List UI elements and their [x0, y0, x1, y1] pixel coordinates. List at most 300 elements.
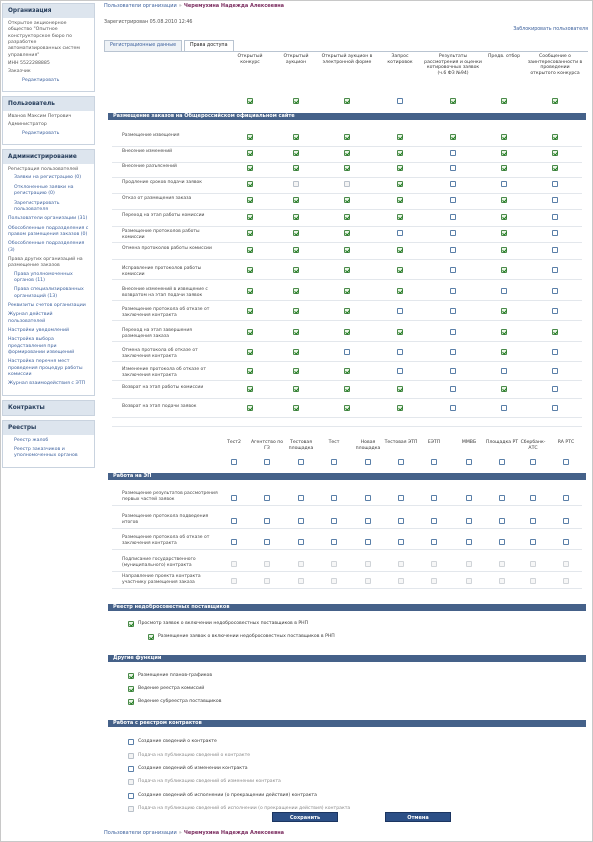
current-user-role: Администратор	[8, 122, 47, 128]
etp-row-label: Подписание государственного (муниципального) контракта	[122, 557, 196, 568]
official-row-checkbox[interactable]	[247, 368, 253, 374]
official-row-checkbox[interactable]	[552, 329, 558, 335]
etp-row-checkbox	[365, 561, 371, 567]
etp-row-checkbox	[563, 578, 569, 584]
official-row-checkbox[interactable]	[344, 308, 350, 314]
col-header-5: Результаты рассмотрения и оценки котировочных заявок (ч.6 ФЗ №94)	[424, 54, 482, 77]
admin-panel	[2, 149, 95, 396]
cancel-button[interactable]: Отмена	[385, 812, 451, 822]
etp-row-label: Размещение результатов рассмотрения первых частей заявок	[122, 491, 218, 502]
official-row-checkbox[interactable]	[344, 181, 350, 187]
breadcrumb-current: Черемухина Надежда Алексеевна	[183, 3, 285, 9]
etp-row-checkbox	[398, 578, 404, 584]
etp-col-header-2: Агентство по ГЗ	[250, 440, 284, 451]
official-row-checkbox[interactable]	[450, 165, 456, 171]
contract-registry-label: Создание сведений об изменении контракта	[138, 766, 248, 771]
other-function-label: Ведение субреестра поставщиков	[138, 699, 222, 704]
official-row-checkbox[interactable]	[397, 165, 403, 171]
official-row-checkbox[interactable]	[247, 329, 253, 335]
official-row-checkbox[interactable]	[344, 165, 350, 171]
official-row-checkbox[interactable]	[552, 308, 558, 314]
official-row-checkbox[interactable]	[501, 405, 507, 411]
etp-row-checkbox[interactable]	[466, 495, 472, 501]
official-row-checkbox[interactable]	[501, 134, 507, 140]
official-row-checkbox[interactable]	[293, 288, 299, 294]
official-row-checkbox[interactable]	[552, 214, 558, 220]
col-header-2: Открытый аукцион	[283, 54, 309, 65]
official-row-checkbox[interactable]	[293, 134, 299, 140]
etp-row-checkbox	[298, 561, 304, 567]
etp-row-checkbox[interactable]	[365, 495, 371, 501]
etp-col-header-7: ЕЭТП	[427, 440, 441, 445]
etp-row-checkbox	[431, 561, 437, 567]
official-row-checkbox[interactable]	[247, 405, 253, 411]
official-row-checkbox[interactable]	[397, 197, 403, 203]
official-row-checkbox[interactable]	[247, 230, 253, 236]
etp-row-checkbox	[466, 578, 472, 584]
official-row-label: Размещение протоколов работы комиссии	[122, 229, 200, 240]
official-row-checkbox[interactable]	[344, 134, 350, 140]
etp-col-select-all-11[interactable]	[563, 459, 569, 465]
official-row-checkbox[interactable]	[501, 165, 507, 171]
col-header-1: Открытый конкурс	[237, 54, 263, 65]
etp-row-checkbox[interactable]	[298, 539, 304, 545]
official-row-checkbox[interactable]	[397, 368, 403, 374]
official-row-checkbox[interactable]	[552, 349, 558, 355]
official-row-checkbox[interactable]	[397, 386, 403, 392]
rnp-post-label: Размещение заявок о включении недобросовестных поставщиков в РНП	[158, 634, 335, 639]
row-divider	[112, 226, 582, 227]
etp-col-select-all-6[interactable]	[398, 459, 404, 465]
official-row-checkbox[interactable]	[293, 165, 299, 171]
etp-row-checkbox	[231, 561, 237, 567]
etp-row-checkbox[interactable]	[530, 495, 536, 501]
official-row-checkbox[interactable]	[552, 288, 558, 294]
row-divider	[112, 417, 582, 418]
authorized-bodies-link[interactable]: Права уполномоченных органов (11)	[14, 271, 73, 283]
etp-row-checkbox[interactable]	[331, 495, 337, 501]
contracts-title[interactable]: Контракты	[3, 401, 94, 415]
other-function-checkbox[interactable]	[128, 673, 134, 679]
etp-col-select-all-4[interactable]	[331, 459, 337, 465]
organization-inn: ИНН 5522288885	[8, 61, 50, 67]
official-row-label: Внесение изменений в извещение с возвратом на этап подачи заявок	[122, 287, 208, 298]
official-row-checkbox[interactable]	[450, 230, 456, 236]
complaints-registry-link[interactable]: Реестр жалоб	[14, 437, 49, 443]
row-divider	[112, 528, 582, 529]
col-select-all-5[interactable]	[450, 98, 456, 104]
official-row-checkbox[interactable]	[501, 288, 507, 294]
official-row-checkbox[interactable]	[293, 181, 299, 187]
official-row-checkbox[interactable]	[293, 329, 299, 335]
etp-row-label: Направление проекта контракта участнику размещения заказа	[122, 574, 201, 585]
col-select-all-6[interactable]	[501, 98, 507, 104]
rejected-requests-link[interactable]: Отклоненные заявки на регистрацию (0)	[14, 184, 74, 197]
official-row-checkbox[interactable]	[552, 386, 558, 392]
official-row-checkbox[interactable]	[552, 197, 558, 203]
official-row-checkbox[interactable]	[344, 267, 350, 273]
etp-row-checkbox[interactable]	[530, 539, 536, 545]
official-row-checkbox[interactable]	[501, 230, 507, 236]
official-row-checkbox[interactable]	[450, 214, 456, 220]
organization-role: Заказчик	[8, 69, 31, 75]
official-row-checkbox[interactable]	[247, 386, 253, 392]
official-row-checkbox[interactable]	[247, 214, 253, 220]
section-other-functions: Другие функции	[108, 655, 586, 662]
official-row-checkbox[interactable]	[344, 197, 350, 203]
contract-registry-checkbox[interactable]	[128, 766, 134, 772]
official-row-checkbox[interactable]	[501, 368, 507, 374]
row-divider	[112, 279, 582, 280]
row-divider	[112, 162, 582, 163]
official-row-checkbox[interactable]	[247, 247, 253, 253]
etp-row-checkbox	[499, 578, 505, 584]
etp-row-checkbox	[331, 578, 337, 584]
etp-col-select-all-9[interactable]	[499, 459, 505, 465]
contract-registry-checkbox[interactable]	[128, 753, 134, 759]
official-row-checkbox[interactable]	[397, 308, 403, 314]
breadcrumb-bottom-link[interactable]: Пользователи организации	[104, 830, 177, 836]
row-divider	[112, 361, 582, 362]
main-content	[104, 3, 588, 821]
row-divider	[112, 300, 582, 301]
row-divider	[112, 588, 582, 589]
official-row-checkbox[interactable]	[293, 197, 299, 203]
user-title: Пользователь	[3, 97, 94, 111]
etp-row-checkbox[interactable]	[264, 518, 270, 524]
official-row-checkbox[interactable]	[397, 214, 403, 220]
contract-registry-label: Подача на публикацию сведений о контракте	[138, 753, 251, 758]
etp-row-checkbox[interactable]	[398, 518, 404, 524]
official-row-checkbox[interactable]	[501, 386, 507, 392]
etp-col-header-4: Тест	[328, 440, 340, 445]
official-row-checkbox[interactable]	[552, 150, 558, 156]
official-row-checkbox[interactable]	[293, 230, 299, 236]
official-row-checkbox[interactable]	[450, 405, 456, 411]
register-user-link[interactable]: Зарегистрировать пользователя	[14, 200, 60, 212]
sidebar	[2, 3, 95, 472]
official-row-checkbox[interactable]	[293, 386, 299, 392]
official-row-checkbox[interactable]	[397, 134, 403, 140]
etp-row-checkbox[interactable]	[466, 518, 472, 524]
official-row-checkbox[interactable]	[450, 329, 456, 335]
other-function-checkbox[interactable]	[128, 686, 134, 692]
official-row-checkbox[interactable]	[552, 181, 558, 187]
official-row-checkbox[interactable]	[450, 349, 456, 355]
etp-col-select-all-10[interactable]	[530, 459, 536, 465]
breadcrumb-bottom-current: Черемухина Надежда Алексеевна	[183, 830, 285, 836]
official-row-checkbox[interactable]	[293, 150, 299, 156]
etp-row-checkbox[interactable]	[563, 495, 569, 501]
organization-panel	[2, 3, 95, 92]
official-row-checkbox[interactable]	[501, 150, 507, 156]
contracts-panel[interactable]	[2, 400, 95, 416]
official-row-checkbox[interactable]	[450, 267, 456, 273]
official-row-checkbox[interactable]	[247, 181, 253, 187]
official-row-checkbox[interactable]	[501, 267, 507, 273]
other-function-checkbox[interactable]	[128, 699, 134, 705]
col-select-all-4[interactable]	[397, 98, 403, 104]
etp-col-select-all-1[interactable]	[231, 459, 237, 465]
etp-col-select-all-5[interactable]	[365, 459, 371, 465]
official-row-checkbox[interactable]	[450, 368, 456, 374]
official-row-checkbox[interactable]	[293, 214, 299, 220]
col-header-4: Запрос котировок	[387, 54, 413, 65]
contract-registry-label: Создание сведений о контракте	[138, 739, 217, 744]
specialized-orgs-link[interactable]: Права специализированных организаций (13)	[14, 287, 84, 299]
official-row-checkbox[interactable]	[293, 405, 299, 411]
official-row-checkbox[interactable]	[501, 197, 507, 203]
official-row-checkbox[interactable]	[293, 267, 299, 273]
etp-row-checkbox[interactable]	[398, 495, 404, 501]
official-row-checkbox[interactable]	[293, 308, 299, 314]
notifications-link[interactable]: Настройки уведомлений	[8, 328, 70, 333]
block-user-link[interactable]: Заблокировать пользователя	[513, 27, 588, 32]
breadcrumb-bottom-separator: »	[178, 830, 182, 836]
accounts-link[interactable]: Реквизиты счетов организации	[8, 302, 86, 308]
breadcrumb-link[interactable]: Пользователи организации	[104, 3, 177, 9]
official-row-checkbox[interactable]	[501, 308, 507, 314]
etp-row-checkbox[interactable]	[499, 539, 505, 545]
etp-row-checkbox[interactable]	[298, 518, 304, 524]
official-row-checkbox[interactable]	[450, 181, 456, 187]
official-row-checkbox[interactable]	[397, 329, 403, 335]
registries-title: Реестры	[3, 421, 94, 435]
tab-access-rights[interactable]: Права доступа	[184, 40, 233, 52]
official-row-checkbox[interactable]	[344, 288, 350, 294]
etp-row-checkbox[interactable]	[264, 539, 270, 545]
current-user-name: Иванов Максим Петрович	[8, 114, 72, 120]
etp-col-select-all-2[interactable]	[264, 459, 270, 465]
etp-row-checkbox[interactable]	[499, 518, 505, 524]
etp-row-checkbox[interactable]	[231, 518, 237, 524]
etp-row-checkbox	[365, 578, 371, 584]
save-button[interactable]: Сохранить	[272, 812, 338, 822]
etp-row-checkbox	[331, 561, 337, 567]
journal-link[interactable]: Журнал действий пользователей	[8, 312, 53, 324]
contract-registry-checkbox[interactable]	[128, 806, 134, 812]
etp-row-checkbox[interactable]	[499, 495, 505, 501]
separate-units-rights-link[interactable]: Обособленные подразделения с правом размещения заказов (0)	[8, 225, 89, 237]
official-row-checkbox[interactable]	[501, 329, 507, 335]
official-row-label: Отмена протокола об отказе от заключения контракта	[122, 348, 198, 359]
etp-row-checkbox[interactable]	[264, 495, 270, 501]
official-row-checkbox[interactable]	[344, 349, 350, 355]
edit-user-link[interactable]: Редактировать	[22, 130, 60, 136]
etp-row-checkbox[interactable]	[231, 539, 237, 545]
etp-row-checkbox[interactable]	[431, 518, 437, 524]
official-row-checkbox[interactable]	[450, 308, 456, 314]
tab-divider	[104, 51, 588, 52]
tabs	[104, 40, 236, 51]
official-row-checkbox[interactable]	[344, 230, 350, 236]
official-row-checkbox[interactable]	[552, 134, 558, 140]
etp-row-checkbox	[431, 578, 437, 584]
official-row-label: Переход на этап завершения размещения заказа	[122, 328, 192, 339]
official-row-checkbox[interactable]	[450, 247, 456, 253]
etp-log-link[interactable]: Журнал взаимодействия с ЭТП	[8, 381, 86, 387]
etp-col-header-6: Тестовая ЭТП	[384, 440, 418, 445]
etp-col-header-11: RA РТС	[557, 440, 575, 445]
official-row-checkbox[interactable]	[293, 349, 299, 355]
section-contract-registry: Работа с реестром контрактов	[108, 720, 586, 727]
etp-row-checkbox[interactable]	[231, 495, 237, 501]
contract-registry-checkbox[interactable]	[128, 793, 134, 799]
official-row-label: Изменение протокола об отказе от заключения контракта	[122, 367, 206, 378]
etp-row-checkbox[interactable]	[431, 495, 437, 501]
etp-row-checkbox	[530, 561, 536, 567]
official-row-checkbox[interactable]	[344, 329, 350, 335]
etp-col-select-all-8[interactable]	[466, 459, 472, 465]
official-row-checkbox[interactable]	[247, 288, 253, 294]
col-header-7: Сообщение о заинтересованности в проведении открытого конкурса	[527, 54, 583, 77]
official-row-label: Исправление протоколов работы комиссии	[122, 266, 202, 277]
row-divider	[112, 146, 582, 147]
official-row-checkbox[interactable]	[344, 386, 350, 392]
row-divider	[112, 193, 582, 194]
user-panel	[2, 96, 95, 145]
etp-row-checkbox[interactable]	[466, 539, 472, 545]
section-etp-work: Работа на ЭП	[108, 473, 586, 480]
col-select-all-2[interactable]	[293, 98, 299, 104]
official-row-checkbox[interactable]	[247, 197, 253, 203]
contract-registry-label: Создание сведений об исполнении (о прекращении действия) контракта	[138, 793, 317, 798]
rnp-post-checkbox[interactable]	[148, 634, 154, 640]
registration-heading: Регистрация пользователей	[8, 167, 79, 173]
official-row-checkbox[interactable]	[344, 150, 350, 156]
official-row-checkbox[interactable]	[344, 368, 350, 374]
etp-col-header-9: Площадка РТ	[485, 440, 519, 445]
etp-row-checkbox	[398, 561, 404, 567]
etp-col-header-8: ММВБ	[461, 440, 477, 445]
separate-units-link[interactable]: Обособленные подразделения (3)	[8, 241, 85, 253]
rnp-view-label: Просмотр заявок о включении недобросовестных поставщиков в РНП	[138, 621, 309, 626]
etp-col-header-10: Сбербанк-АТС	[520, 440, 546, 451]
customers-registry-link[interactable]: Реестр заказчиков и уполномоченных органов	[14, 447, 78, 459]
official-row-checkbox[interactable]	[247, 349, 253, 355]
official-row-checkbox[interactable]	[247, 150, 253, 156]
official-row-checkbox[interactable]	[344, 405, 350, 411]
row-divider	[112, 571, 582, 572]
official-row-checkbox[interactable]	[247, 165, 253, 171]
registries-panel	[2, 420, 95, 468]
contract-registry-checkbox[interactable]	[128, 779, 134, 785]
etp-col-header-5: Новая площадка	[355, 440, 381, 451]
registration-requests-link[interactable]: Заявки на регистрацию (0)	[14, 175, 82, 181]
rnp-view-checkbox[interactable]	[128, 621, 134, 627]
etp-row-checkbox[interactable]	[331, 539, 337, 545]
official-row-checkbox[interactable]	[397, 150, 403, 156]
official-row-checkbox[interactable]	[397, 405, 403, 411]
official-row-checkbox[interactable]	[397, 181, 403, 187]
section-official-site: Размещение заказов на Общероссийском официальном сайте	[108, 113, 586, 120]
official-row-label: Отмена протоколов работы комиссии	[122, 246, 212, 251]
official-row-checkbox[interactable]	[397, 230, 403, 236]
organization-name: Открытое акционерное общество "Опытное конструкторское бюро по разработке автоматизированных систем управления"	[8, 21, 80, 58]
official-row-label: Возврат на этап подачи заявок	[122, 404, 197, 409]
official-row-checkbox[interactable]	[450, 150, 456, 156]
official-row-checkbox[interactable]	[397, 288, 403, 294]
etp-row-checkbox	[466, 561, 472, 567]
official-row-checkbox[interactable]	[552, 165, 558, 171]
official-row-checkbox[interactable]	[247, 308, 253, 314]
row-divider	[112, 259, 582, 260]
places-link[interactable]: Настройка перечня мест проведения процедур работы комиссии	[8, 359, 83, 378]
etp-row-checkbox[interactable]	[298, 495, 304, 501]
official-row-checkbox[interactable]	[552, 267, 558, 273]
contract-registry-checkbox[interactable]	[128, 739, 134, 745]
etp-col-select-all-3[interactable]	[298, 459, 304, 465]
official-row-checkbox[interactable]	[344, 214, 350, 220]
official-row-label: Отказ от размещения заказа	[122, 196, 192, 201]
org-users-link[interactable]: Пользователи организации (31)	[8, 216, 88, 222]
official-row-checkbox[interactable]	[552, 368, 558, 374]
row-divider	[112, 242, 582, 243]
etp-row-checkbox	[499, 561, 505, 567]
col-select-all-7[interactable]	[552, 98, 558, 104]
official-row-checkbox[interactable]	[501, 181, 507, 187]
etp-row-checkbox[interactable]	[563, 518, 569, 524]
etp-row-checkbox	[264, 561, 270, 567]
official-row-label: Внесение разъяснений	[122, 164, 177, 169]
official-row-checkbox[interactable]	[397, 247, 403, 253]
official-row-checkbox[interactable]	[397, 267, 403, 273]
breadcrumb-bottom	[104, 830, 284, 840]
group-divider	[112, 426, 582, 427]
admin-title: Администрирование	[3, 150, 94, 164]
representation-link[interactable]: Настройка выбора представления при формировании извещений	[8, 337, 75, 356]
official-row-checkbox[interactable]	[501, 349, 507, 355]
official-row-checkbox[interactable]	[293, 247, 299, 253]
etp-row-checkbox[interactable]	[563, 539, 569, 545]
official-row-checkbox[interactable]	[344, 247, 350, 253]
col-select-all-3[interactable]	[344, 98, 350, 104]
etp-col-select-all-7[interactable]	[431, 459, 437, 465]
official-row-checkbox[interactable]	[450, 134, 456, 140]
etp-row-checkbox[interactable]	[431, 539, 437, 545]
official-row-checkbox[interactable]	[293, 368, 299, 374]
official-row-checkbox[interactable]	[552, 247, 558, 253]
official-row-checkbox[interactable]	[501, 247, 507, 253]
official-row-checkbox[interactable]	[450, 197, 456, 203]
official-row-checkbox[interactable]	[450, 386, 456, 392]
contract-registry-label: Подача на публикацию сведений об исполнении (о прекращении действия) контракта	[138, 806, 351, 811]
official-row-checkbox[interactable]	[247, 267, 253, 273]
official-row-checkbox[interactable]	[397, 349, 403, 355]
contract-registry-label: Подача на публикацию сведений об изменении контракта	[138, 779, 281, 784]
etp-row-checkbox[interactable]	[331, 518, 337, 524]
official-row-checkbox[interactable]	[552, 230, 558, 236]
row-divider	[112, 549, 582, 550]
official-row-checkbox[interactable]	[552, 405, 558, 411]
etp-row-checkbox[interactable]	[365, 518, 371, 524]
col-select-all-1[interactable]	[247, 98, 253, 104]
col-header-6: Предв. отбор	[487, 54, 521, 59]
official-row-checkbox[interactable]	[501, 214, 507, 220]
edit-organization-link[interactable]: Редактировать	[22, 77, 60, 83]
etp-row-checkbox[interactable]	[530, 518, 536, 524]
tab-registration[interactable]: Регистрационные данные	[104, 40, 182, 51]
etp-row-checkbox	[563, 561, 569, 567]
official-row-checkbox[interactable]	[450, 288, 456, 294]
row-divider	[112, 398, 582, 399]
row-divider	[112, 177, 582, 178]
official-row-checkbox[interactable]	[247, 134, 253, 140]
etp-col-header-3: Тестовая площадка	[288, 440, 314, 451]
etp-row-checkbox[interactable]	[398, 539, 404, 545]
etp-row-checkbox[interactable]	[365, 539, 371, 545]
breadcrumb	[104, 3, 588, 13]
